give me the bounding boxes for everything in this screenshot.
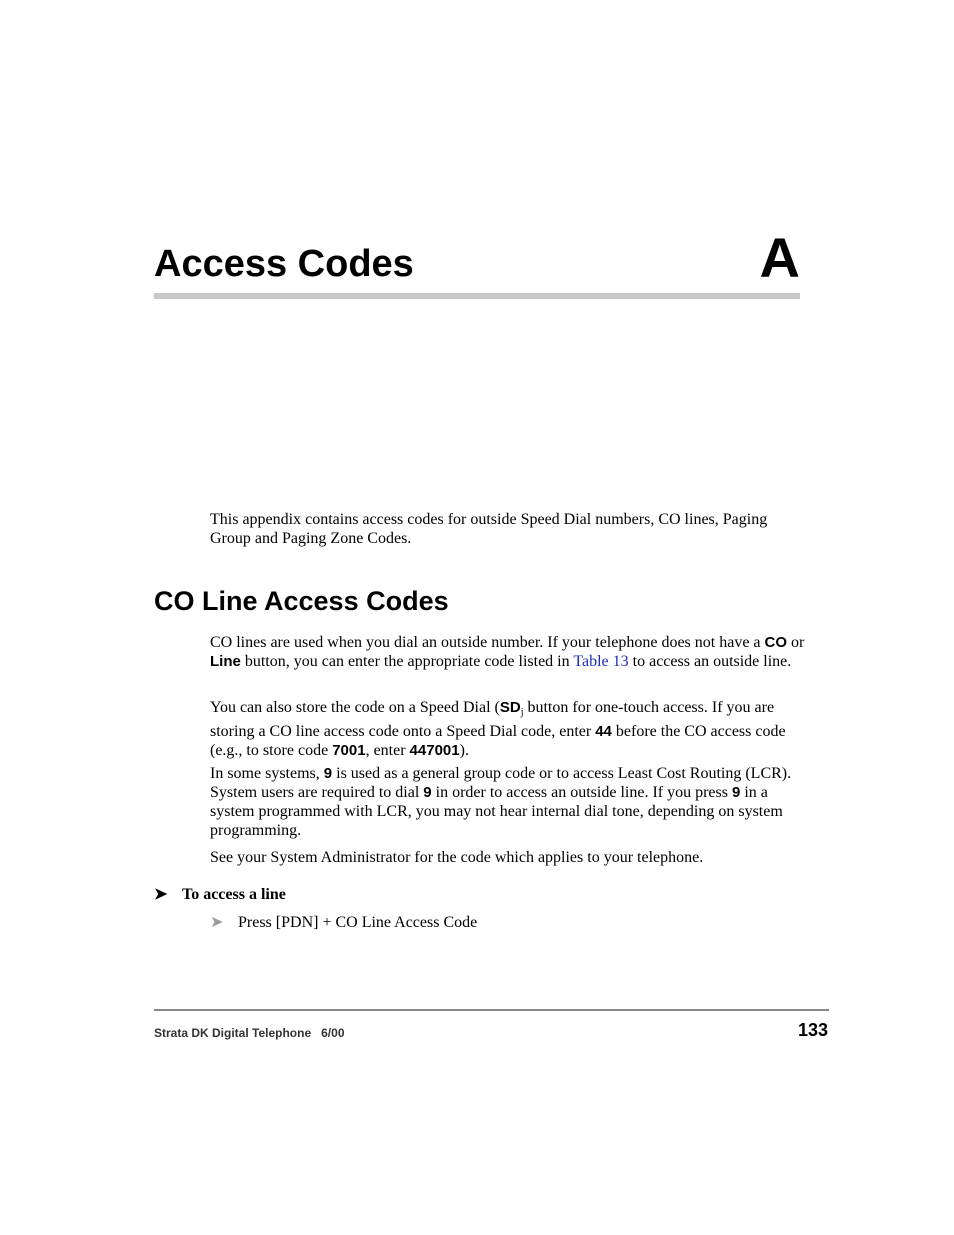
text-fragment: In some systems, — [210, 765, 324, 782]
text-fragment: in order to access an outside line. If you press — [431, 784, 732, 801]
text-fragment: or — [787, 634, 805, 651]
arrow-right-icon: ➤ — [210, 914, 224, 931]
procedure-step — [210, 913, 477, 933]
paragraph-administrator: See your System Administrator for the code which applies to your telephone. — [210, 849, 704, 866]
chapter-letter: A — [759, 226, 800, 289]
text-fragment: , enter — [365, 742, 410, 759]
code-9: 9 — [323, 765, 333, 782]
code-447001: 447001 — [409, 742, 460, 759]
text-fragment: button, you can enter the appropriate code listed in — [240, 653, 574, 670]
text-fragment: CO lines are used when you dial an outside number. If your telephone does not have a — [210, 634, 765, 651]
text-fragment: button for one-touch access. If you are storing a CO line access code onto a Speed Dial code, enter — [210, 699, 775, 740]
intro-paragraph: This appendix contains access codes for outside Speed Dial numbers, CO lines, Paging Group and Paging Zone Codes. — [210, 511, 768, 547]
footer-rule — [154, 1009, 829, 1011]
chapter-title: Access Codes — [154, 243, 414, 285]
text-fragment: ). — [459, 742, 469, 759]
line-key-label: Line — [210, 653, 241, 670]
paragraph-lcr — [210, 764, 810, 840]
co-key-label: CO — [764, 634, 788, 651]
paragraph-speed-dial — [210, 698, 810, 760]
section-title: CO Line Access Codes — [154, 586, 449, 616]
text-fragment: to access an outside line. — [628, 653, 792, 670]
arrow-right-icon: ➤ — [154, 886, 168, 903]
footer-text: Strata DK Digital Telephone 6/00 — [154, 1026, 345, 1040]
code-9: 9 — [731, 784, 741, 801]
page-number: 133 — [797, 1020, 828, 1040]
code-9: 9 — [423, 784, 432, 801]
code-7001: 7001 — [332, 742, 366, 759]
code-44: 44 — [595, 723, 612, 740]
text-fragment: is used as a general group code or to access Least Cost Routing (LCR). System users are required to dial — [210, 765, 792, 801]
text-fragment: in a system programmed with LCR, you may not hear internal dial tone, depending on system programming. — [210, 784, 783, 839]
sd-subscript: j — [520, 707, 524, 718]
paragraph-co-lines — [210, 633, 810, 671]
text-fragment: You can also store the code on a Speed Dial ( — [210, 699, 500, 716]
procedure-step-text: Press [PDN] + CO Line Access Code — [238, 914, 478, 931]
text-fragment: before the CO access code (e.g., to store code — [210, 723, 786, 759]
title-rule — [154, 293, 800, 299]
table-13-link[interactable]: Table 13 — [573, 653, 629, 670]
procedure-heading — [154, 885, 286, 905]
sd-key-label: SD — [499, 699, 521, 716]
procedure-heading-text: To access a line — [182, 886, 286, 903]
